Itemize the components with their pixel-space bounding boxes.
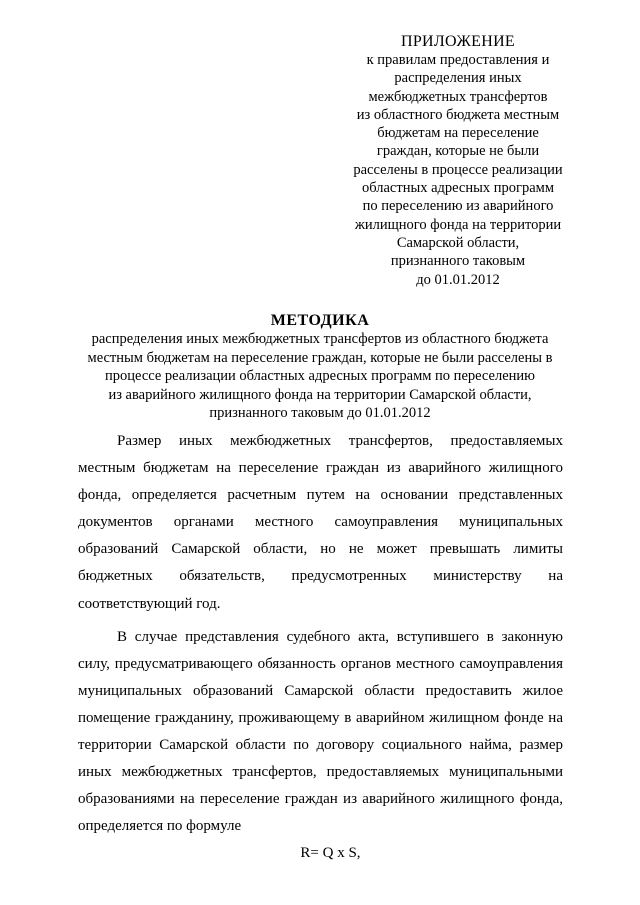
paragraph-2 [78, 624, 563, 841]
paragraph-line: помещение гражданину, проживающему в аварийном жилищном фонде на [78, 709, 563, 726]
appendix-line: жилищного фонда на территории [354, 216, 562, 233]
paragraph-line: образований Самарской области, но не может превышать лимиты [78, 541, 563, 558]
methodology-subtitle-line: местным бюджетам на переселение граждан, которые не были расселены в [87, 349, 553, 366]
appendix-line: расселены в процессе реализации [353, 161, 563, 178]
paragraph-line: соответствующий год. [78, 595, 221, 612]
paragraph-line: определяется по формуле [78, 818, 242, 835]
body-text [78, 428, 563, 867]
methodology-subtitle-line: признанного таковым до 01.01.2012 [209, 405, 431, 421]
methodology-subtitle-line: процессе реализации областных адресных программ по переселению [105, 368, 535, 384]
paragraph-line: территории Самарской области по договору социального найма, размер [78, 737, 563, 754]
appendix-line: к правилам предоставления и [366, 52, 550, 68]
appendix-line: по переселению из аварийного [362, 198, 554, 215]
methodology-subtitle-line: из аварийного жилищного фонда на территории Самарской области, [108, 386, 532, 403]
appendix-line: межбюджетных трансфертов [368, 88, 548, 105]
methodology-heading [60, 312, 580, 423]
paragraph-line: иных межбюджетных трансфертов, предоставляемых муниципальными [78, 764, 563, 781]
paragraph-line: образованиями на переселение граждан из аварийного жилищного фонда, [78, 791, 563, 808]
methodology-title: МЕТОДИКА [270, 312, 370, 329]
appendix-line: бюджетам на переселение [377, 125, 539, 142]
paragraph-line: Размер иных межбюджетных трансфертов, предоставляемых [117, 433, 563, 449]
paragraph-line: документов органами местного самоуправления муниципальных [78, 514, 563, 531]
appendix-header [330, 32, 586, 289]
paragraph-line: местным бюджетам на переселение граждан из аварийного жилищного [78, 460, 563, 477]
appendix-title: ПРИЛОЖЕНИЕ [400, 33, 515, 50]
paragraph-1 [78, 428, 563, 618]
appendix-line: Самарской области, [396, 234, 520, 251]
appendix-line: распределения иных [394, 70, 522, 87]
paragraph-line: бюджетных обязательств, предусмотренных министерству на [78, 568, 563, 585]
methodology-subtitle-line: распределения иных межбюджетных трансфертов из областного бюджета [91, 331, 549, 347]
appendix-line: до 01.01.2012 [416, 271, 500, 288]
paragraph-line: муниципальных образований Самарской области предоставить жилое [78, 682, 563, 699]
paragraph-line: фонда, определяется расчетным путем на основании представленных [78, 487, 563, 504]
appendix-line: граждан, которые не были [376, 143, 540, 160]
appendix-line: из областного бюджета местным [356, 106, 560, 123]
paragraph-line: силу, предусматривающего обязанность органов местного самоуправления [78, 655, 563, 672]
appendix-line: признанного таковым [390, 253, 526, 270]
formula: R= Q x S, [300, 845, 361, 862]
appendix-line: областных адресных программ [361, 180, 554, 197]
paragraph-line: В случае представления судебного акта, вступившего в законную [117, 628, 563, 645]
